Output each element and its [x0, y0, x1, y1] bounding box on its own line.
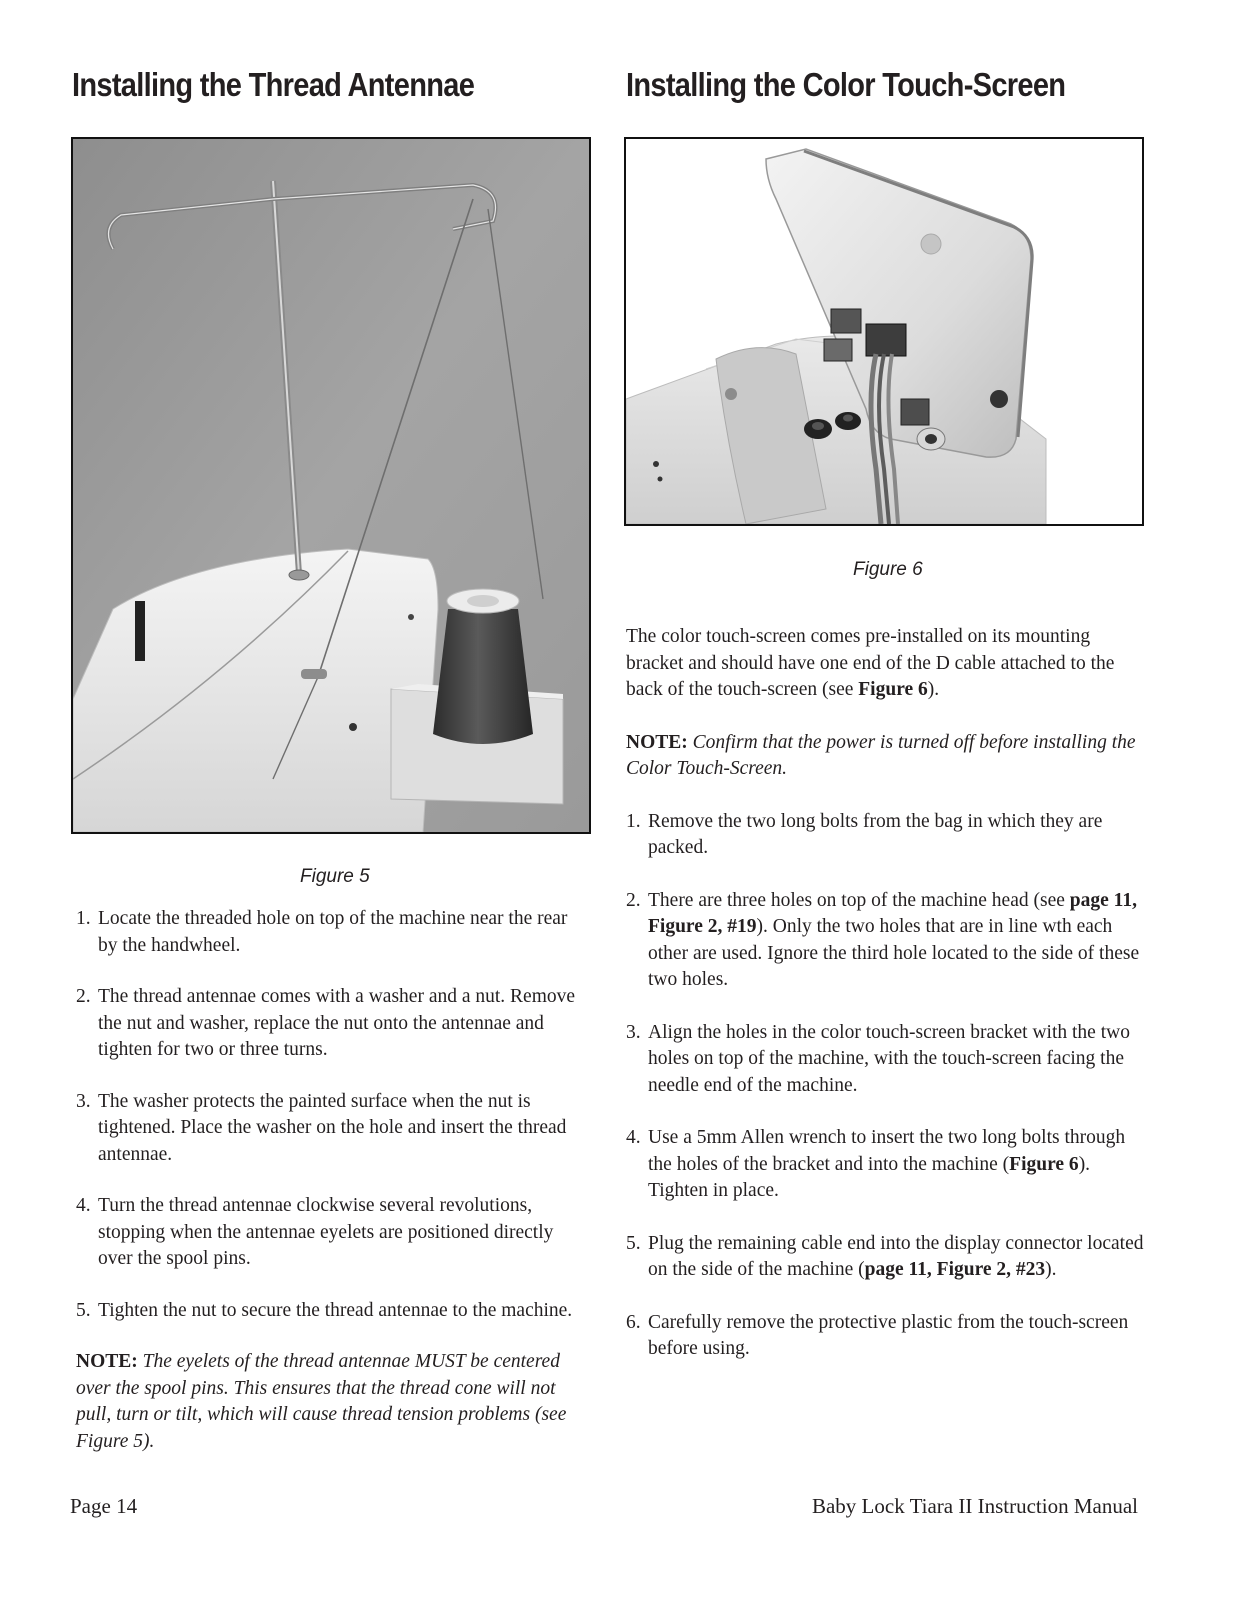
- step-number: 6.: [626, 1311, 641, 1333]
- note-text: Confirm that the power is turned off before installing the Color Touch-Screen.: [626, 731, 1136, 779]
- step-reference: page 11, Figure 2, #19: [648, 889, 1137, 937]
- step-text-segment: The washer protects the painted surface when the nut is tightened. Place the washer on the hole and insert the thread antennae.: [98, 1090, 567, 1165]
- step-text-segment: Plug the remaining cable end into the display connector located on the side of the machine (: [648, 1232, 1144, 1280]
- step-text-segment: Tighten the nut to secure the thread antennae to the machine.: [98, 1299, 573, 1321]
- step-item: [76, 1089, 588, 1169]
- step-text: [98, 906, 588, 959]
- intro-figure-ref: Figure 6: [858, 679, 928, 700]
- step-text-segment: Turn the thread antennae clockwise several revolutions, stopping when the antennae eyelets are positioned directly over the spool pins.: [98, 1195, 554, 1269]
- manual-title: Baby Lock Tiara II Instruction Manual: [811, 1494, 1138, 1518]
- step-item: [76, 984, 588, 1064]
- step-item: [626, 1125, 1146, 1205]
- figure-6-photo: [624, 137, 1144, 526]
- thread-antennae-steps: [76, 906, 588, 1324]
- step-text-segment: Use a 5mm Allen wrench to insert the two long bolts through the holes of the bracket and into the machine (: [648, 1127, 1126, 1175]
- step-text-segment: ). Tighten in place.: [648, 1153, 1091, 1201]
- figure-6-caption: Figure 6: [853, 559, 923, 580]
- step-text: [98, 984, 588, 1064]
- page-number: Page 14: [70, 1494, 138, 1518]
- step-text-segment: Align the holes in the color touch-screen bracket with the two holes on top of the machine, with the touch-screen facing the needle end of the machine.: [648, 1021, 1130, 1096]
- thread-antennae-note: [76, 1349, 588, 1455]
- step-text: [648, 1020, 1146, 1100]
- step-text-segment: The thread antennae comes with a washer and a nut. Remove the nut and washer, replace the nut onto the antennae and tighten for two or three turns.: [98, 986, 576, 1060]
- step-text: [648, 1125, 1146, 1205]
- figure-5-caption: Figure 5: [300, 866, 370, 887]
- step-reference: Figure 6: [1009, 1153, 1079, 1175]
- step-number: 3.: [626, 1021, 641, 1043]
- step-text: [648, 1231, 1146, 1284]
- step-number: 1.: [76, 908, 91, 929]
- step-item: [626, 1231, 1146, 1284]
- step-text-segment: ). Only the two holes that are in line wth each other are used. Ignore the third hole located to the side of these two holes.: [648, 916, 1140, 990]
- step-item: [76, 906, 588, 959]
- step-item: [626, 1310, 1146, 1363]
- touch-screen-note: [626, 730, 1146, 783]
- step-text: [98, 1193, 588, 1273]
- step-text-segment: There are three holes on top of the machine head (see: [648, 889, 1070, 911]
- step-text: [98, 1089, 588, 1169]
- step-text-segment: Carefully remove the protective plastic from the touch-screen before using.: [648, 1311, 1129, 1359]
- step-reference: page 11, Figure 2, #23: [864, 1259, 1046, 1280]
- step-item: [626, 888, 1146, 994]
- step-number: 4.: [76, 1195, 91, 1216]
- thread-antennae-instructions: [76, 906, 588, 1481]
- step-text: [648, 809, 1146, 862]
- step-text-segment: Locate the threaded hole on top of the machine near the rear by the handwheel.: [98, 908, 568, 956]
- step-text: [648, 1310, 1146, 1363]
- step-number: 3.: [76, 1090, 91, 1112]
- step-text: [648, 888, 1146, 994]
- section-heading-color-touch-screen: Installing the Color Touch-Screen: [626, 66, 1066, 103]
- step-text-segment: Remove the two long bolts from the bag in which they are packed.: [648, 810, 1103, 858]
- note-label: NOTE:: [76, 1351, 138, 1372]
- touch-screen-intro: [626, 624, 1146, 704]
- intro-text-end: ).: [927, 679, 940, 700]
- step-number: 4.: [626, 1127, 641, 1148]
- step-number: 2.: [626, 889, 641, 911]
- step-item: [626, 809, 1146, 862]
- figure-5-photo: [71, 137, 591, 834]
- step-number: 5.: [626, 1232, 641, 1254]
- touch-screen-steps: [626, 809, 1146, 1363]
- step-number: 5.: [76, 1299, 91, 1321]
- note-label: NOTE:: [626, 731, 688, 753]
- step-text-segment: ).: [1045, 1259, 1057, 1280]
- step-item: [626, 1020, 1146, 1100]
- step-text: [98, 1298, 588, 1325]
- step-item: [76, 1298, 588, 1325]
- touch-screen-instructions: [626, 624, 1146, 1389]
- step-item: [76, 1193, 588, 1273]
- step-number: 1.: [626, 810, 641, 832]
- step-number: 2.: [76, 986, 91, 1007]
- section-heading-thread-antennae: Installing the Thread Antennae: [72, 66, 475, 103]
- note-text: The eyelets of the thread antennae MUST be centered over the spool pins. This ensures that the thread cone will not pull, turn or tilt, which will cause thread tension problems (see Figure 5).: [76, 1351, 567, 1452]
- intro-text-start: The color touch-screen comes pre-installed on its mounting bracket and should have one end of the D cable attached to the back of the touch-screen (see: [626, 626, 1115, 700]
